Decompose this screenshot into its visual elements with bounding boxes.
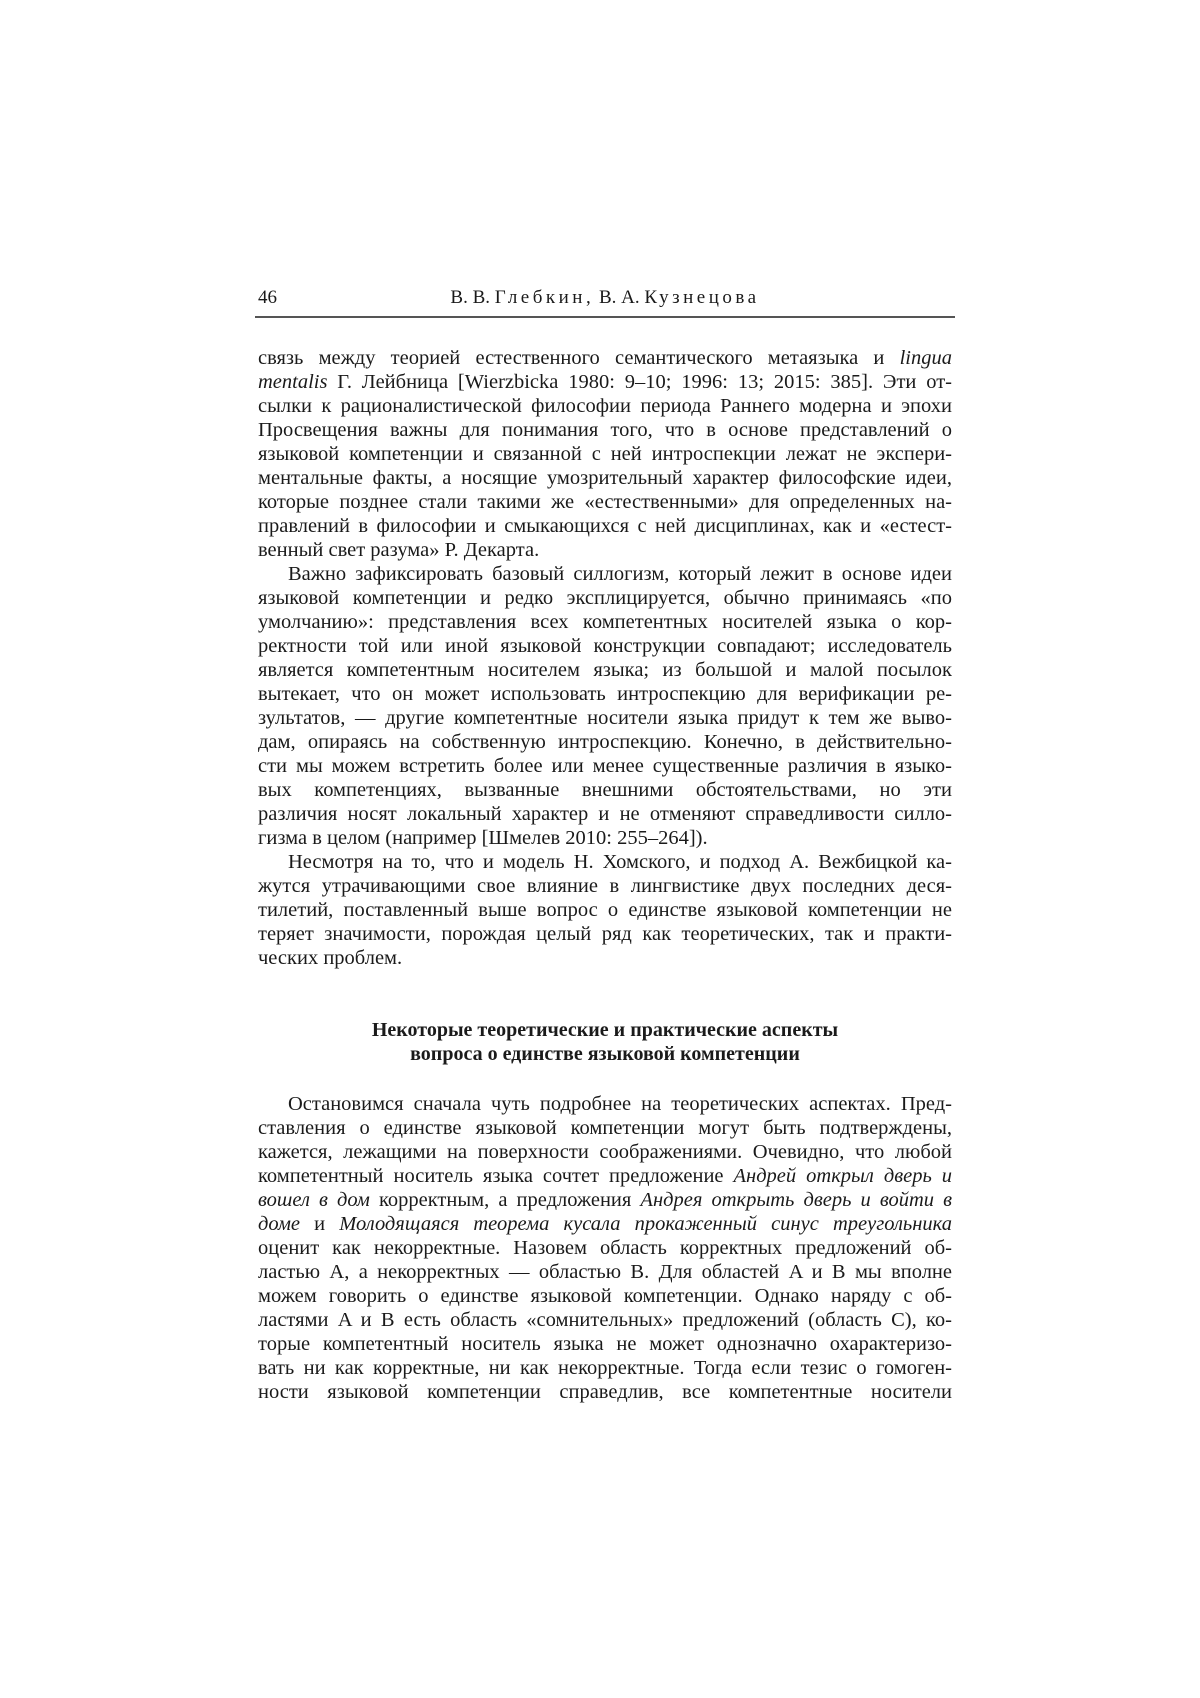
text-line bbox=[258, 1356, 952, 1380]
italic-example-text: вошел в дом bbox=[258, 1189, 370, 1211]
text-line bbox=[258, 346, 952, 370]
text-segment: ставления о единстве языковой компетенции могут быть подтверждены, bbox=[258, 1117, 952, 1139]
text-line bbox=[258, 1308, 952, 1332]
text-segment: умолчанию»: представления всех компетентных носителей языка о кор- bbox=[258, 611, 952, 633]
text-line bbox=[258, 1092, 952, 1116]
text-segment: и bbox=[300, 1213, 340, 1235]
text-segment: венный свет разума» Р. Декарта. bbox=[258, 539, 540, 561]
text-segment: тилетий, поставленный выше вопрос о единстве языковой компетенции не bbox=[258, 899, 952, 921]
text-segment: является компетентным носителем языка; из большой и малой посылок bbox=[258, 659, 952, 681]
text-segment: правлений в философии и смыкающихся с ней дисциплинах, как и «естест- bbox=[258, 515, 952, 537]
text-line bbox=[258, 466, 952, 490]
author-name: Глебкин, bbox=[494, 287, 595, 308]
text-line bbox=[258, 1164, 952, 1188]
text-segment: Важно зафиксировать базовый силлогизм, который лежит в основе идеи bbox=[288, 563, 952, 585]
text-line bbox=[258, 730, 952, 754]
text-line bbox=[258, 1116, 952, 1140]
text-segment: ментальные факты, а носящие умозрительный характер философские идеи, bbox=[258, 467, 952, 489]
text-segment: ластями A и B есть область «сомнительных» предложений (область C), ко- bbox=[258, 1309, 952, 1331]
section-heading-line: вопроса о единстве языковой компетенции bbox=[410, 1043, 800, 1065]
running-header-authors bbox=[255, 287, 955, 309]
text-segment: гизма в целом (например [Шмелев 2010: 255–264]). bbox=[258, 827, 708, 849]
text-line bbox=[258, 898, 952, 922]
body-text-upper bbox=[258, 346, 952, 970]
text-line bbox=[258, 706, 952, 730]
text-segment: компетентный носитель языка сочтет предложение bbox=[258, 1165, 734, 1187]
italic-example-text: доме bbox=[258, 1213, 301, 1235]
text-segment: ческих проблем. bbox=[258, 947, 403, 969]
text-line bbox=[258, 802, 952, 826]
text-segment: которые позднее стали такими же «естественными» для определенных на- bbox=[258, 491, 952, 513]
text-line bbox=[258, 754, 952, 778]
text-line bbox=[258, 442, 952, 466]
text-segment: вытекает, что он может использовать интроспекцию для верификации ре- bbox=[258, 683, 952, 705]
text-segment: различия носят локальный характер и не отменяют справедливости силло- bbox=[258, 803, 952, 825]
text-segment: языковой компетенции и редко эксплицируется, обычно принимаясь «по bbox=[258, 587, 952, 609]
text-line bbox=[258, 562, 952, 586]
text-line bbox=[258, 514, 952, 538]
text-segment: ности языковой компетенции справедлив, все компетентные носители bbox=[258, 1381, 952, 1403]
text-line bbox=[258, 1284, 952, 1308]
text-line bbox=[258, 370, 952, 394]
text-line bbox=[258, 1380, 952, 1404]
text-line bbox=[258, 610, 952, 634]
body-text-section bbox=[258, 1092, 952, 1404]
text-line bbox=[258, 826, 952, 850]
text-segment: кажется, лежащими на поверхности соображениями. Очевидно, что любой bbox=[258, 1141, 952, 1163]
text-segment: языковой компетенции и связанной с ней интроспекции лежат не экспери- bbox=[258, 443, 952, 465]
text-line bbox=[258, 1260, 952, 1284]
text-line bbox=[258, 634, 952, 658]
text-segment: сти мы можем встретить более или менее существенные различия в языко- bbox=[258, 755, 952, 777]
text-segment: вать ни как корректные, ни как некорректные. Тогда если тезис о гомоген- bbox=[258, 1357, 952, 1379]
text-segment: Просвещения важны для понимания того, что в основе представлений о bbox=[258, 419, 952, 441]
text-segment: оценит как некорректные. Назовем область корректных предложений об- bbox=[258, 1237, 952, 1259]
author-initials: В. В. bbox=[450, 287, 491, 308]
text-segment: Несмотря на то, что и модель Н. Хомского, и подход А. Вежбицкой ка- bbox=[288, 851, 952, 873]
text-line bbox=[258, 658, 952, 682]
text-line bbox=[258, 538, 952, 562]
text-line bbox=[258, 1236, 952, 1260]
text-line bbox=[258, 1332, 952, 1356]
text-line bbox=[258, 946, 952, 970]
text-line bbox=[258, 490, 952, 514]
author-initials: В. А. bbox=[598, 287, 640, 308]
text-segment: сылки к рационалистической философии периода Раннего модерна и эпохи bbox=[258, 395, 952, 417]
author-name: Кузнецова bbox=[644, 287, 760, 308]
text-line bbox=[258, 1212, 952, 1236]
text-segment: вых компетенциях, вызванные внешними обстоятельствами, но эти bbox=[258, 779, 952, 801]
text-segment: зультатов, — другие компетентные носители языка придут к тем же выво- bbox=[258, 707, 952, 729]
text-segment: связь между теорией естественного семантического метаязыка и bbox=[258, 347, 900, 369]
text-segment: корректным, а предложения bbox=[369, 1189, 641, 1211]
text-segment: ректности той или иной языковой конструкции совпадают; исследователь bbox=[258, 635, 952, 657]
text-segment: Г. Лейбница [Wierzbicka 1980: 9–10; 1996: 13; 2015: 385]. Эти от- bbox=[327, 371, 952, 393]
text-segment: дам, опираясь на собственную интроспекцию. Конечно, в действительно- bbox=[258, 731, 952, 753]
text-line bbox=[258, 586, 952, 610]
text-line bbox=[258, 394, 952, 418]
section-heading bbox=[255, 1018, 955, 1066]
text-line bbox=[258, 850, 952, 874]
text-segment: торые компетентный носитель языка не может однозначно охарактеризо- bbox=[258, 1333, 952, 1355]
text-segment: ластью A, а некорректных — областью B. Для областей A и B мы вполне bbox=[258, 1261, 952, 1283]
section-heading-line: Некоторые теоретические и практические аспекты bbox=[371, 1019, 839, 1041]
italic-example-text: Молодящаяся теорема кусала прокаженный синус треугольника bbox=[339, 1213, 952, 1235]
text-line bbox=[258, 922, 952, 946]
italic-example-text: Андрея открыть дверь и войти в bbox=[640, 1189, 952, 1211]
text-segment: жутся утрачивающими свое влияние в лингвистике двух последних деся- bbox=[258, 875, 952, 897]
text-line bbox=[258, 1188, 952, 1212]
text-segment: можем говорить о единстве языковой компетенции. Однако наряду с об- bbox=[258, 1285, 952, 1307]
text-line bbox=[258, 682, 952, 706]
text-line bbox=[258, 778, 952, 802]
text-line bbox=[258, 1140, 952, 1164]
running-header bbox=[255, 287, 955, 313]
page-number: 46 bbox=[258, 287, 277, 308]
italic-example-text: mentalis bbox=[258, 371, 328, 393]
text-line bbox=[258, 418, 952, 442]
text-line bbox=[258, 874, 952, 898]
italic-example-text: lingua bbox=[899, 347, 952, 369]
text-segment: Остановимся сначала чуть подробнее на теоретических аспектах. Пред- bbox=[288, 1093, 952, 1115]
text-segment: теряет значимости, порождая целый ряд как теоретических, так и практи- bbox=[258, 923, 952, 945]
header-rule bbox=[255, 316, 955, 318]
italic-example-text: Андрей открыл дверь и bbox=[733, 1165, 952, 1187]
